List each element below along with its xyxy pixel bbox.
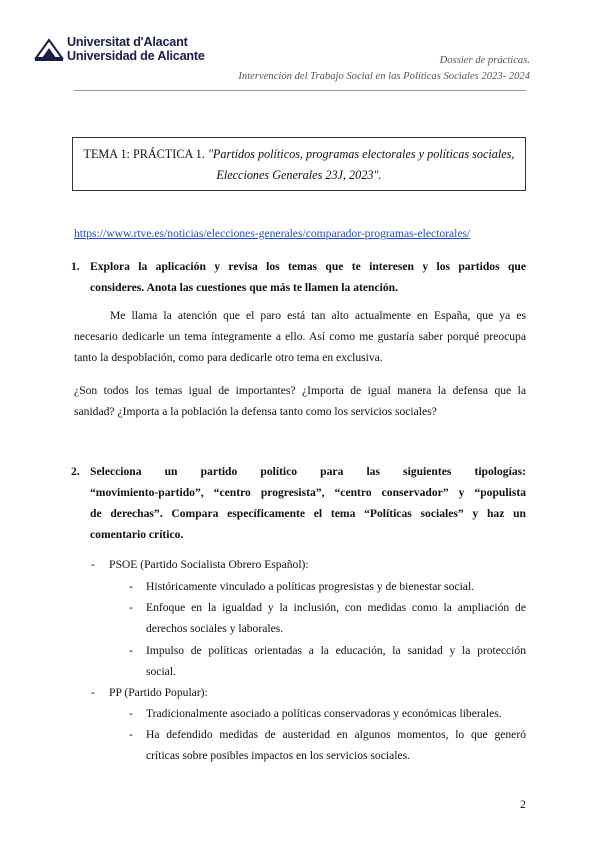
university-name-line2: Universidad de Alicante: [67, 49, 205, 63]
party-pp: PP (Partido Popular):: [109, 686, 208, 699]
party-psoe: PSOE (Partido Socialista Obrero Español):: [109, 558, 309, 571]
bullet-dash: -: [129, 728, 133, 741]
practice-prefix: TEMA 1: PRÁCTICA 1.: [83, 147, 208, 161]
university-logo: [34, 36, 64, 64]
question-2-line3: de derechas”. Compara específicamente el tema “Políticas sociales” y haz un: [90, 507, 526, 520]
bullet-dash: -: [129, 601, 133, 614]
pp-point-2-line1: Ha defendido medidas de austeridad en algunos momentos, lo que generó: [146, 728, 526, 741]
psoe-point-3-line1: Impulso de políticas orientadas a la educación, la sanidad y la protección: [146, 644, 526, 657]
question-2-line1: Selecciona un partido político para las siguientes tipologías:: [90, 465, 526, 478]
rtve-comparator-link[interactable]: https://www.rtve.es/noticias/elecciones-generales/comparador-programas-electorales/: [74, 227, 471, 240]
answer-paragraph-1: [74, 305, 526, 368]
answer-1-line3: tanto la despoblación, como para dedicarle otro tema en exclusiva.: [74, 351, 383, 364]
page-number: 2: [520, 797, 526, 811]
practice-title-box: [72, 137, 526, 191]
university-name-line1: Universitat d'Alacant: [67, 35, 188, 49]
answer-2-line1: ¿Son todos los temas igual de importantes? ¿Importa de igual manera la defensa que la: [74, 384, 526, 397]
psoe-point-3-line2: social.: [146, 665, 176, 678]
question-2-line2: “movimiento-partido”, “centro progresista”, “centro conservador” y “populista: [90, 486, 526, 499]
psoe-point-2-line1: Enfoque en la igualdad y la inclusión, con medidas como la ampliación de: [146, 601, 526, 614]
pp-point-1: [146, 703, 526, 724]
answer-1-line2: necesario dedicarle un tema íntegramente a ello. Así como me gustaría saber porqué preocupa: [74, 330, 526, 343]
psoe-point-2: [146, 597, 526, 639]
header-dossier: Dossier de prácticas.: [439, 55, 530, 66]
bullet-dash: -: [129, 580, 133, 593]
question-1-line2: consideres. Anota las cuestiones que más te llamen la atención.: [90, 281, 398, 294]
answer-1-line1: Me llama la atención que el paro está tan alto actualmente en España, que ya es: [110, 309, 526, 322]
pp-point-1-line1: Tradicionalmente asociado a políticas conservadoras y económicas liberales.: [146, 707, 502, 720]
header-course-info: [238, 53, 530, 85]
question-1: [71, 256, 526, 298]
header-divider: [74, 90, 526, 91]
pp-point-2-line2: críticas sobre posibles impactos en los servicios sociales.: [146, 749, 411, 762]
bullet-dash: -: [91, 558, 95, 571]
practice-title-line2: Elecciones Generales 23J, 2023".: [216, 168, 382, 182]
psoe-point-3: [146, 640, 526, 682]
bullet-dash: -: [129, 644, 133, 657]
question-1-number: 1.: [71, 260, 80, 273]
university-name: [67, 35, 205, 63]
answer-2-line2: sanidad? ¿Importa a la población la defensa tanto como los servicios sociales?: [74, 405, 437, 418]
answer-paragraph-2: [74, 380, 526, 422]
question-2-line4: comentario crítico.: [90, 528, 184, 541]
bullet-dash: -: [91, 686, 95, 699]
psoe-point-1-line1: Históricamente vinculado a políticas progresistas y de bienestar social.: [146, 580, 475, 593]
practice-title-line1: "Partidos políticos, programas electorales y políticas sociales,: [207, 147, 515, 161]
question-2-number: 2.: [71, 465, 80, 478]
question-1-line1: Explora la aplicación y revisa los temas que te interesen y los partidos que: [90, 260, 526, 273]
psoe-point-2-line2: derechos sociales y laborales.: [146, 622, 284, 635]
pp-point-2: [146, 724, 526, 766]
psoe-point-1: [146, 576, 526, 597]
header-course: Intervención del Trabajo Social en las Políticas Sociales 2023- 2024: [238, 71, 530, 82]
question-2: [71, 461, 526, 545]
bullet-dash: -: [129, 707, 133, 720]
